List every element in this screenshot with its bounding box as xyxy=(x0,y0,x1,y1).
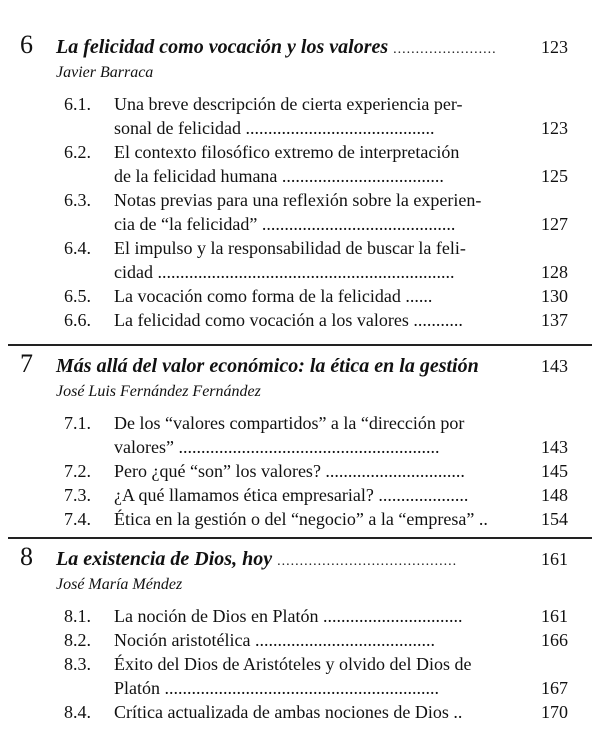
section-text: cidad .................................................................. xyxy=(114,262,455,282)
leader-dots: ........................................ xyxy=(277,554,458,569)
section-text: valores” .......................................................... xyxy=(114,437,440,457)
chapter-heading xyxy=(0,349,600,379)
chapter-title-text: La felicidad como vocación y los valores xyxy=(56,36,389,58)
chapter-divider xyxy=(8,537,592,539)
section-line xyxy=(114,411,568,435)
section-number: 8.4. xyxy=(64,702,91,722)
chapter-page-number: 123 xyxy=(541,37,568,57)
section-page-number: 125 xyxy=(541,166,568,186)
section-page-number: 167 xyxy=(541,678,568,698)
section-number: 6.5. xyxy=(64,286,91,306)
section-line xyxy=(114,676,568,700)
leader-dots: ....................... xyxy=(393,42,497,57)
section-entry xyxy=(0,411,600,459)
section-entry xyxy=(0,652,600,700)
section-page-number: 145 xyxy=(541,461,568,481)
section-text: La noción de Dios en Platón ............................... xyxy=(114,606,463,626)
section-line xyxy=(114,459,568,483)
section-entry xyxy=(0,604,600,628)
section-line xyxy=(114,260,568,284)
chapter-8 xyxy=(0,542,600,724)
section-entry xyxy=(0,308,600,332)
chapter-title-text: La existencia de Dios, hoy xyxy=(56,548,273,570)
section-page-number: 130 xyxy=(541,286,568,306)
section-number: 6.6. xyxy=(64,310,91,330)
section-text: La vocación como forma de la felicidad ...... xyxy=(114,286,433,306)
section-number: 6.3. xyxy=(64,190,91,210)
chapter-title xyxy=(56,547,457,574)
section-page-number: 170 xyxy=(541,702,568,722)
chapter-6 xyxy=(0,30,600,332)
chapter-title xyxy=(56,354,479,378)
section-line xyxy=(114,188,568,212)
section-text: ¿A qué llamamos ética empresarial? .................... xyxy=(114,485,469,505)
chapter-number: 7 xyxy=(20,349,33,378)
chapter-title xyxy=(56,35,497,62)
section-number: 8.3. xyxy=(64,654,91,674)
section-page-number: 128 xyxy=(541,262,568,282)
section-text: Crítica actualizada de ambas nociones de Dios .. xyxy=(114,702,463,722)
section-line xyxy=(114,236,568,260)
chapter-author: José María Méndez xyxy=(56,576,183,593)
section-line xyxy=(114,628,568,652)
section-number: 6.1. xyxy=(64,94,91,114)
section-entry xyxy=(0,188,600,236)
section-text: Éxito del Dios de Aristóteles y olvido del Dios de xyxy=(114,654,472,674)
section-page-number: 154 xyxy=(541,509,568,529)
section-number: 7.1. xyxy=(64,413,91,433)
section-text: La felicidad como vocación a los valores ........... xyxy=(114,310,463,330)
section-entry xyxy=(0,284,600,308)
section-text: Platón ............................................................. xyxy=(114,678,440,698)
section-line xyxy=(114,483,568,507)
section-number: 7.4. xyxy=(64,509,91,529)
chapter-heading xyxy=(0,542,600,572)
section-page-number: 166 xyxy=(541,630,568,650)
section-text: Noción aristotélica ........................................ xyxy=(114,630,435,650)
section-line xyxy=(114,212,568,236)
section-number: 6.2. xyxy=(64,142,91,162)
section-line xyxy=(114,652,568,676)
section-text: Pero ¿qué “son” los valores? ............................... xyxy=(114,461,465,481)
section-line xyxy=(114,92,568,116)
section-line xyxy=(114,164,568,188)
chapter-author: José Luis Fernández Fernández xyxy=(56,383,261,400)
section-entry xyxy=(0,92,600,140)
section-line xyxy=(114,308,568,332)
section-page-number: 161 xyxy=(541,606,568,626)
section-text: Ética en la gestión o del “negocio” a la “empresa” .. xyxy=(114,509,488,529)
chapter-heading xyxy=(0,30,600,60)
section-text: Notas previas para una reflexión sobre la experien- xyxy=(114,190,482,210)
section-entry xyxy=(0,236,600,284)
section-text: de la felicidad humana .................................... xyxy=(114,166,444,186)
section-number: 8.1. xyxy=(64,606,91,626)
section-line xyxy=(114,116,568,140)
chapter-title-text: Más allá del valor económico: la ética en la gestión xyxy=(56,355,479,377)
chapter-page-number: 143 xyxy=(541,356,568,376)
section-page-number: 123 xyxy=(541,118,568,138)
section-text: El contexto filosófico extremo de interpretación xyxy=(114,142,460,162)
section-line xyxy=(114,604,568,628)
section-page-number: 148 xyxy=(541,485,568,505)
section-number: 6.4. xyxy=(64,238,91,258)
section-text: Una breve descripción de cierta experiencia per- xyxy=(114,94,463,114)
section-entry xyxy=(0,483,600,507)
section-page-number: 127 xyxy=(541,214,568,234)
chapter-7 xyxy=(0,349,600,531)
section-number: 7.2. xyxy=(64,461,91,481)
section-entry xyxy=(0,459,600,483)
section-text: sonal de felicidad .......................................... xyxy=(114,118,435,138)
section-line xyxy=(114,284,568,308)
chapter-page-number: 161 xyxy=(541,549,568,569)
chapter-author: Javier Barraca xyxy=(56,64,154,81)
chapter-number: 8 xyxy=(20,542,33,571)
section-text: cia de “la felicidad” ........................................... xyxy=(114,214,456,234)
section-line xyxy=(114,435,568,459)
section-entry xyxy=(0,507,600,531)
section-text: De los “valores compartidos” a la “dirección por xyxy=(114,413,465,433)
section-text: El impulso y la responsabilidad de buscar la feli- xyxy=(114,238,466,258)
chapter-number: 6 xyxy=(20,30,33,59)
chapter-divider xyxy=(8,344,592,346)
section-number: 8.2. xyxy=(64,630,91,650)
section-page-number: 143 xyxy=(541,437,568,457)
section-entry xyxy=(0,140,600,188)
section-line xyxy=(114,700,568,724)
section-entry xyxy=(0,700,600,724)
section-line xyxy=(114,140,568,164)
section-entry xyxy=(0,628,600,652)
section-number: 7.3. xyxy=(64,485,91,505)
section-page-number: 137 xyxy=(541,310,568,330)
section-line xyxy=(114,507,568,531)
